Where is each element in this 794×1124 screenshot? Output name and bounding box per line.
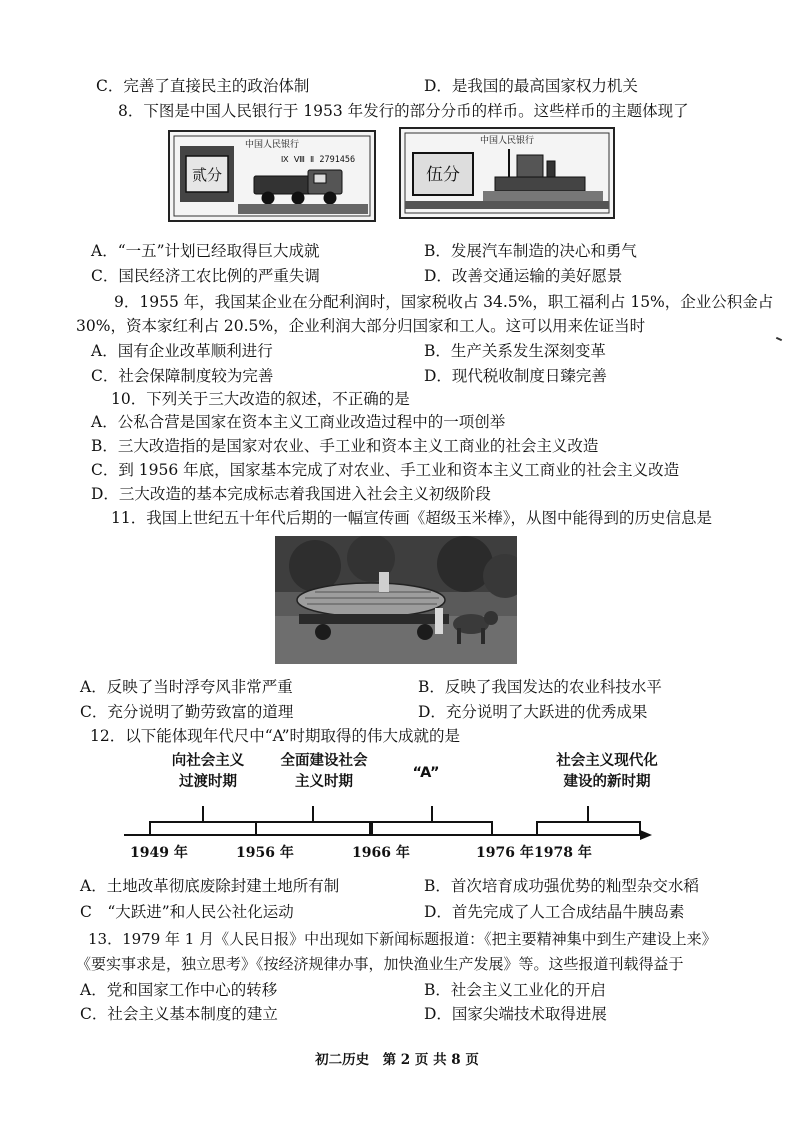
q10-option-a: A．公私合营是国家在资本主义工商业改造过程中的一项创举 <box>91 413 506 431</box>
q8-option-b: B．发展汽车制造的决心和勇气 <box>424 242 637 260</box>
q13-stem-line-1: 13．1979 年 1 月《人民日报》中出现如下新闻标题报道：《把主要精神集中到生产建设上来》 <box>88 930 717 948</box>
timeline-label-transition-line-2: 过渡时期 <box>179 774 237 790</box>
timeline-label-construction-line-1: 全面建设社会 <box>280 753 368 769</box>
q12-stem: 12．以下能体现年代尺中“A”时期取得的伟大成就的是 <box>90 727 460 745</box>
timeline-year-1966: 1966 年 <box>352 845 410 861</box>
q9-option-b: B．生产关系发生深刻变革 <box>424 342 606 360</box>
q11-option-c: C．充分说明了勤劳致富的道理 <box>80 703 294 721</box>
q9-stem-line-2: 30%，资本家红利占 20.5%，企业利润大部分归国家和工人。这可以用来佐证当时 <box>76 317 646 335</box>
note1-bank-name: 中国人民银行 <box>244 140 300 150</box>
timeline-brace-4 <box>537 822 640 834</box>
q13-option-b: B．社会主义工业化的开启 <box>424 981 606 999</box>
q13-option-a: A．党和国家工作中心的转移 <box>80 981 278 999</box>
q12-option-a: A．土地改革彻底废除封建土地所有制 <box>80 877 340 895</box>
timeline-label-modernization-line-2: 建设的新时期 <box>563 774 651 790</box>
q12-option-d: D．首先完成了人工合成结晶牛胰岛素 <box>424 903 685 921</box>
q12-option-c: C “大跃进”和人民公社化运动 <box>80 903 294 921</box>
q8-option-a: A．“一五”计划已经取得巨大成就 <box>91 242 320 260</box>
q13-option-d: D．国家尖端技术取得进展 <box>424 1005 607 1023</box>
note2-bank-name: 中国人民银行 <box>479 136 535 146</box>
q11-option-a: A．反映了当时浮夸风非常严重 <box>80 678 293 696</box>
q12-option-b: B．首次培育成功强优势的籼型杂交水稻 <box>424 877 699 895</box>
note1-value: 贰分 <box>191 166 223 184</box>
q10-option-b: B．三大改造指的是国家对农业、手工业和资本主义工商业的社会主义改造 <box>91 437 599 455</box>
timeline-year-1956: 1956 年 <box>236 845 294 861</box>
q8-option-d: D．改善交通运输的美好愿景 <box>424 267 623 285</box>
q8-option-c: C．国民经济工农比例的严重失调 <box>91 267 320 285</box>
q9-option-a: A．国有企业改革顺利进行 <box>91 342 273 360</box>
timeline-year-1949: 1949 年 <box>130 845 188 861</box>
q9-option-d: D．现代税收制度日臻完善 <box>424 367 607 385</box>
timeline-year-1978: 1978 年 <box>534 845 592 861</box>
timeline-label-construction-line-2: 主义时期 <box>295 774 353 790</box>
q9-stem-line-1: 9．1955 年，我国某企业在分配利润时，国家税收占 34.5%，职工福利占 15%，企业公积金占 <box>114 293 774 311</box>
timeline-brace-1 <box>150 822 256 834</box>
timeline-label-a: “A” <box>412 765 440 781</box>
timeline-brace-2 <box>256 822 370 834</box>
timeline-label-transition-line-1: 向社会主义 <box>171 753 245 769</box>
q7-option-c: C．完善了直接民主的政治体制 <box>96 77 310 95</box>
q10-stem: 10．下列关于三大改造的叙述，不正确的是 <box>111 390 410 408</box>
q13-option-c: C．社会主义基本制度的建立 <box>80 1005 278 1023</box>
q11-stem: 11．我国上世纪五十年代后期的一幅宣传画《超级玉米棒》，从图中能得到的历史信息是 <box>111 509 712 527</box>
timeline-year-1976: 1976 年 <box>476 845 534 861</box>
timeline-arrow-icon <box>640 830 652 840</box>
q8-stem: 8．下图是中国人民银行于 1953 年发行的部分分币的样币。这些样币的主题体现了 <box>118 102 689 120</box>
note1-serial: Ⅸ Ⅷ Ⅱ 2791456 <box>280 155 356 165</box>
q7-option-d: D．是我国的最高国家权力机关 <box>424 77 638 95</box>
q10-option-c: C．到 1956 年底，国家基本完成了对农业、手工业和资本主义工商业的社会主义改造 <box>91 461 680 479</box>
timeline-label-modernization-line-1: 社会主义现代化 <box>556 753 658 769</box>
note2-value: 伍分 <box>426 165 460 185</box>
q11-option-d: D．充分说明了大跃进的优秀成果 <box>418 703 648 721</box>
q11-option-b: B．反映了我国发达的农业科技水平 <box>418 678 662 696</box>
timeline-brace-3 <box>372 822 492 834</box>
q9-option-c: C．社会保障制度较为完善 <box>91 367 274 385</box>
page-footer: 初二历史 第 2 页 共 8 页 <box>315 1052 479 1068</box>
q10-option-d: D．三大改造的基本完成标志着我国进入社会主义初级阶段 <box>91 485 491 503</box>
q13-stem-line-2: 《要实事求是，独立思考》《按经济规律办事，加快渔业生产发展》等。这些报道刊载得益于 <box>76 955 684 973</box>
